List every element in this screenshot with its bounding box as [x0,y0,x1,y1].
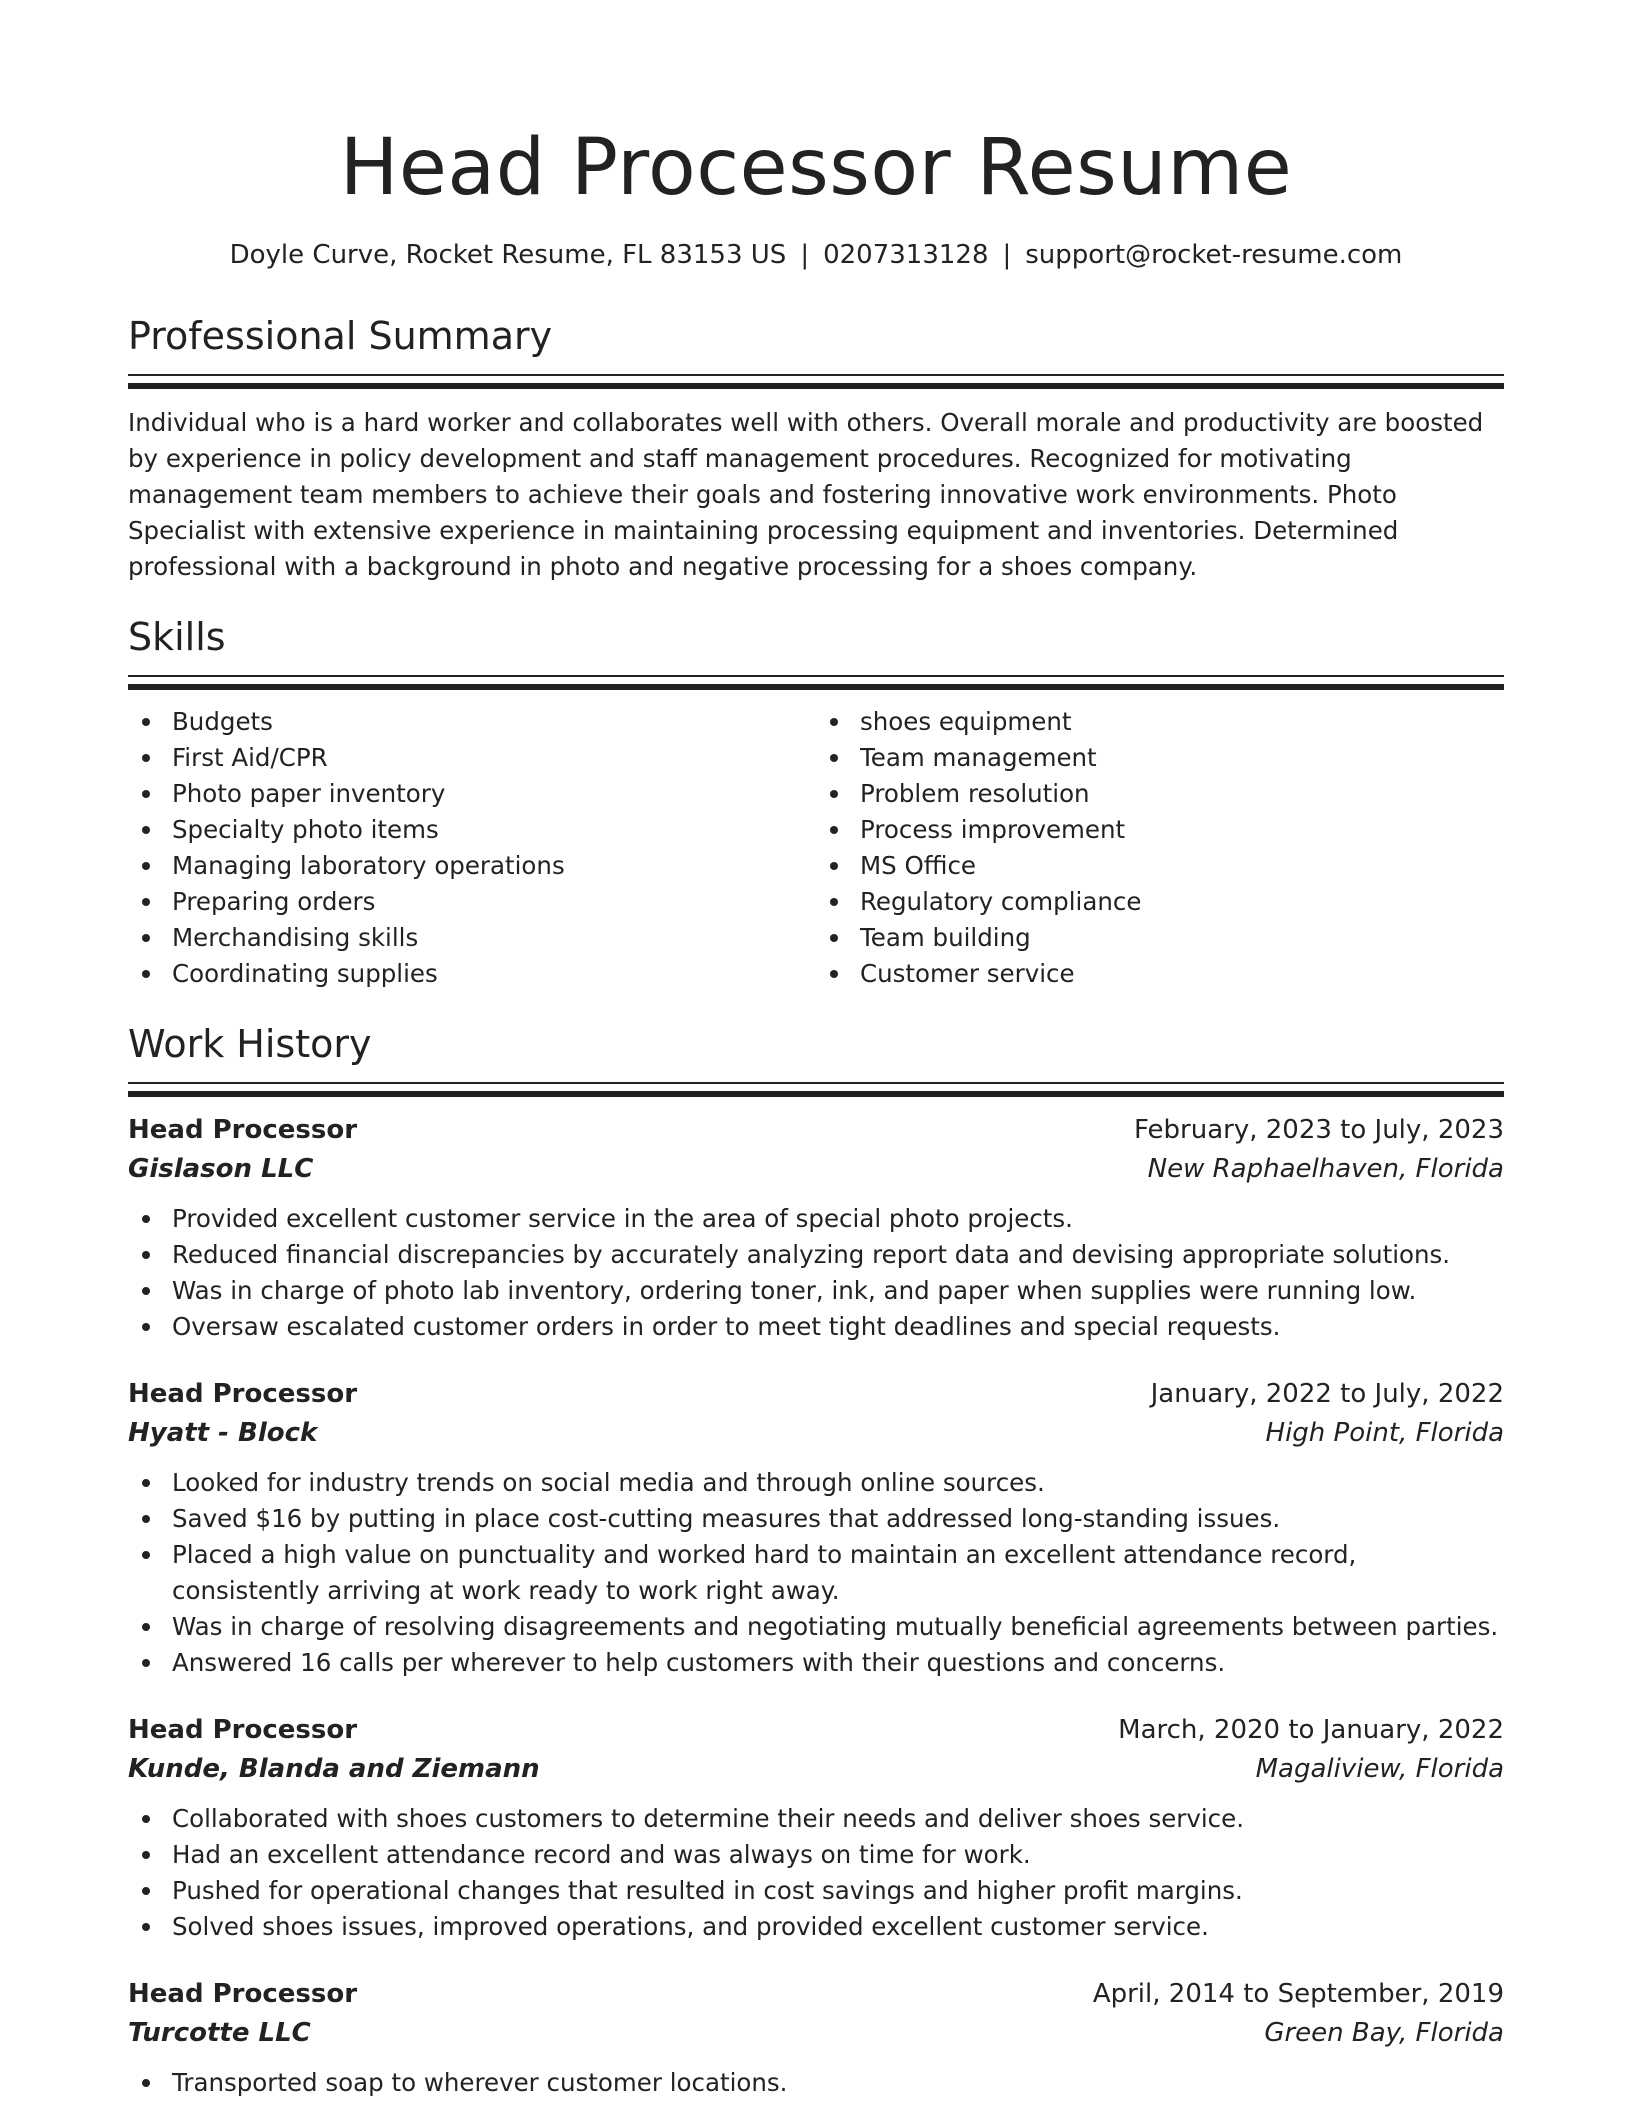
skill-item: Customer service [816,956,1504,992]
skills-columns [128,704,1504,992]
job-bullet: Answered 16 calls per wherever to help customers with their questions and concerns. [128,1645,1504,1681]
job-location: High Point, Florida [1265,1418,1504,1448]
skill-item: Budgets [128,704,816,740]
section-divider [128,1082,1504,1097]
skill-item: Team management [816,740,1504,776]
job-bullets [128,2065,1504,2101]
job-bullet: Saved $16 by putting in place cost-cutting measures that addressed long-standing issues. [128,1501,1504,1537]
job-dates: January, 2022 to July, 2022 [1150,1379,1504,1409]
job-company-row [128,1749,1504,1789]
job-bullet: Was in charge of resolving disagreements and negotiating mutually beneficial agreements between parties. [128,1609,1504,1645]
summary-section [128,312,1504,585]
job-bullet: Reduced financial discrepancies by accurately analyzing report data and devising appropriate solutions. [128,1237,1504,1273]
job-bullet: Pushed for operational changes that resulted in cost savings and higher profit margins. [128,1873,1504,1909]
job-bullets [128,1201,1504,1345]
skills-heading: Skills [128,615,226,659]
skill-item: Photo paper inventory [128,776,816,812]
job-company: Hyatt - Block [128,1418,318,1448]
job-entry [128,1111,1504,1345]
job-bullet: Looked for industry trends on social media and through online sources. [128,1465,1504,1501]
skills-section [128,613,1504,992]
summary-text: Individual who is a hard worker and collaborates well with others. Overall morale and productivity are boosted by experience in policy development and staff management procedures. Recognized for motivating management team members to achieve their goals and fostering innovative work environments. Photo Specialist with extensive experience in maintaining processing equipment and inventories. Determined professional with a background in photo and negative processing for a shoes company. [128,408,1484,581]
job-header-row [128,1111,1504,1149]
job-company: Kunde, Blanda and Ziemann [128,1754,540,1784]
skill-item: Team building [816,920,1504,956]
skill-item: shoes equipment [816,704,1504,740]
skill-item: Merchandising skills [128,920,816,956]
job-bullet: Was in charge of photo lab inventory, ordering toner, ink, and paper when supplies were running low. [128,1273,1504,1309]
job-title: Head Processor [128,1979,358,2009]
job-dates: March, 2020 to January, 2022 [1118,1715,1504,1745]
job-entry [128,1711,1504,1945]
skill-item: First Aid/CPR [128,740,816,776]
job-bullet: Provided excellent customer service in the area of special photo projects. [128,1201,1504,1237]
job-company: Gislason LLC [128,1154,314,1184]
job-company-row [128,2013,1504,2053]
job-header-row [128,1375,1504,1413]
work-history-section [128,1020,1504,2101]
job-title: Head Processor [128,1379,358,1409]
work-history-heading: Work History [128,1022,372,1066]
job-location: Green Bay, Florida [1264,2018,1504,2048]
skills-list-left [128,704,816,992]
resume-title: Head Processor Resume [339,123,1293,213]
contact-email: support@rocket-resume.com [1025,240,1403,270]
section-divider [128,374,1504,389]
contact-address: Doyle Curve, Rocket Resume, FL 83153 US [229,240,787,270]
skill-item: Specialty photo items [128,812,816,848]
summary-heading: Professional Summary [128,314,553,358]
job-bullets [128,1465,1504,1681]
job-header-row [128,1975,1504,2013]
job-title: Head Processor [128,1115,358,1145]
skill-item: Managing laboratory operations [128,848,816,884]
job-bullet: Oversaw escalated customer orders in order to meet tight deadlines and special requests. [128,1309,1504,1345]
job-entry [128,1975,1504,2101]
skill-item: Problem resolution [816,776,1504,812]
job-bullet: Collaborated with shoes customers to determine their needs and deliver shoes service. [128,1801,1504,1837]
job-company-row [128,1149,1504,1189]
job-title: Head Processor [128,1715,358,1745]
skill-item: Process improvement [816,812,1504,848]
job-header-row [128,1711,1504,1749]
skill-item: Coordinating supplies [128,956,816,992]
contact-line [128,236,1504,274]
job-entry [128,1375,1504,1681]
contact-phone: 0207313128 [823,240,989,270]
job-company: Turcotte LLC [128,2018,311,2048]
job-dates: February, 2023 to July, 2023 [1134,1115,1504,1145]
job-bullets [128,1801,1504,1945]
section-divider [128,675,1504,690]
job-dates: April, 2014 to September, 2019 [1092,1979,1504,2009]
job-bullet: Placed a high value on punctuality and worked hard to maintain an excellent attendance record, consistently arriving at work ready to work right away. [128,1537,1504,1609]
skill-item: Preparing orders [128,884,816,920]
contact-separator: | [1002,240,1012,270]
skill-item: Regulatory compliance [816,884,1504,920]
job-bullet: Solved shoes issues, improved operations, and provided excellent customer service. [128,1909,1504,1945]
job-company-row [128,1413,1504,1453]
job-bullet: Transported soap to wherever customer locations. [128,2065,1504,2101]
job-location: Magaliview, Florida [1255,1754,1504,1784]
job-location: New Raphaelhaven, Florida [1147,1154,1504,1184]
skills-list-right [816,704,1504,992]
job-bullet: Had an excellent attendance record and was always on time for work. [128,1837,1504,1873]
contact-separator: | [800,240,810,270]
skill-item: MS Office [816,848,1504,884]
